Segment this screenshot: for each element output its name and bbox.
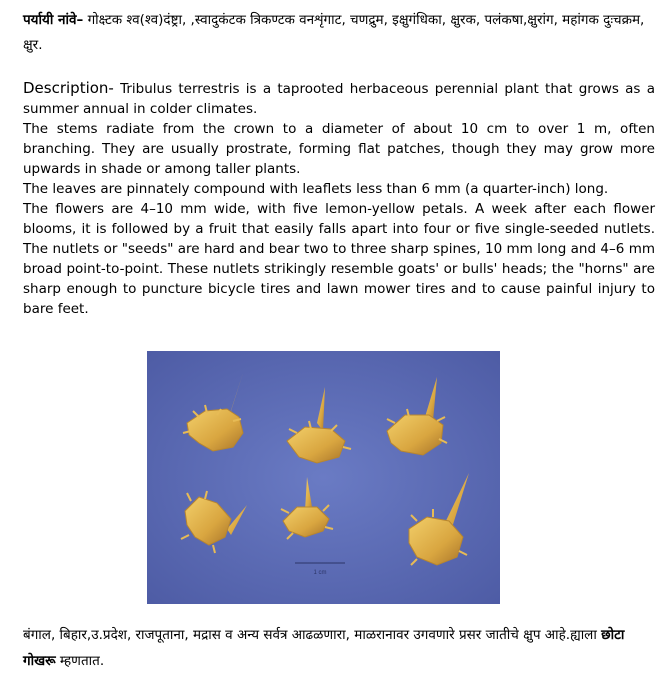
description-paragraph-1 xyxy=(23,78,655,119)
description-label: Description- xyxy=(23,79,114,97)
scale-label: 1 cm xyxy=(313,570,327,576)
description-section xyxy=(23,78,655,319)
synonyms-paragraph xyxy=(23,8,653,58)
tribulus-nutlets-photo xyxy=(147,351,500,604)
description-paragraph-4: The flowers are 4–10 mm wide, with five lemon-yellow petals. A week after each flower blooms, it is followed by a fruit that easily falls apart into four or five single-seeded nutlets. The nutlets or "seeds" are hard and bear two to three sharp spines, 10 mm long and 4–6 mm broad point-to-point. These nutlets strikingly resemble goats' or bulls' heads; the "horns" are sharp enough to puncture bicycle tires and lawn mower tires and to cause painful injury to bare feet. xyxy=(23,201,655,317)
description-paragraph-2: The stems radiate from the crown to a diameter of about 10 cm to over 1 m, often branching. They are usually prostrate, forming flat patches, though they may grow more upwards in shade or among taller plants. xyxy=(23,121,655,177)
description-text-1: Tribulus terrestris is a taprooted herbaceous perennial plant that grows as a summer annual in colder climates. xyxy=(23,81,655,117)
synonyms-label: पर्यायी नांवे– xyxy=(23,12,84,28)
synonyms-text: गोक्ष्टक श्व(श्व)दंष्ट्रा, ,स्वादुकंटक त्रिकण्टक वनशृंगाट, चणद्रुम, इक्षुगंधिका, क्षुरक, पलंकषा,क्षुरांग, महांगक दुःचक्रम, क्षुर. xyxy=(23,12,645,53)
description-paragraph-3: The leaves are pinnately compound with leaflets less than 6 mm (a quarter-inch) long. xyxy=(23,181,609,197)
nutlets-image xyxy=(147,351,500,604)
footer-end: म्हणतात. xyxy=(55,653,105,669)
footer-bold-name: छोटा गोखरू xyxy=(23,627,625,669)
footer-paragraph xyxy=(23,622,655,674)
footer-text: बंगाल, बिहार,उ.प्रदेश, राजपूताना, मद्रास व अन्य सर्वत्र आढळणारा, माळरानावर उगवणारे प्रसर जातीचे क्षुप आहे.ह्याला xyxy=(23,627,602,643)
